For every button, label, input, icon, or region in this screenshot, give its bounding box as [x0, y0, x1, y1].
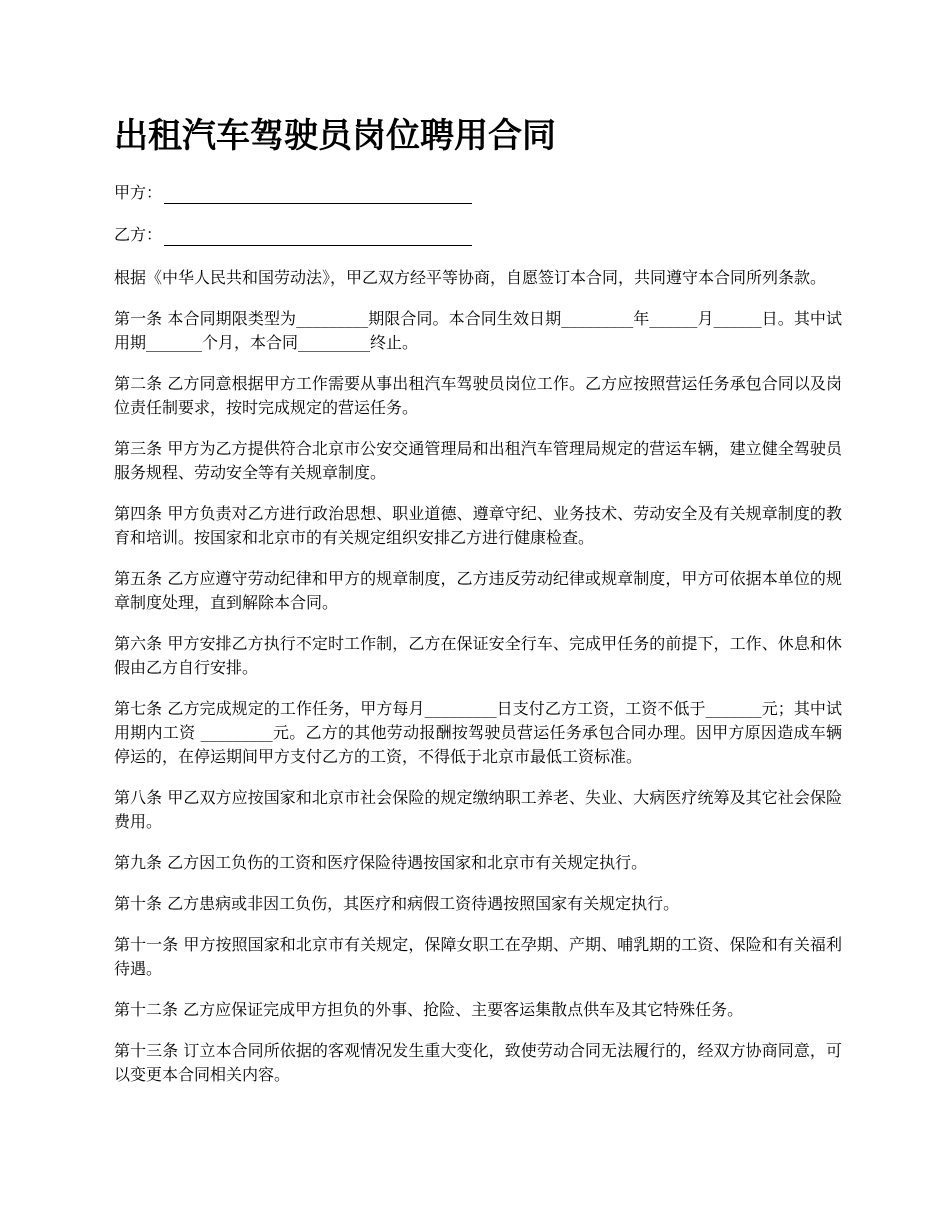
article-8-paragraph: 第八条 甲乙双方应按国家和北京市社会保险的规定缴纳职工养老、失业、大病医疗统筹及其它社会保险费用。 [114, 788, 842, 831]
article-5-paragraph: 第五条 乙方应遵守劳动纪律和甲方的规章制度，乙方违反劳动纪律或规章制度，甲方可依据本单位的规章制度处理，直到解除本合同。 [114, 569, 842, 612]
preamble-paragraph: 根据《中华人民共和国劳动法》，甲乙双方经平等协商，自愿签订本合同，共同遵守本合同所列条款。 [114, 268, 827, 287]
article-1-paragraph: 第一条 本合同期限类型为_________期限合同。本合同生效日期_________年______月______日。其中试用期_______个月，本合同_________终止。 [114, 309, 842, 352]
party-a-line [114, 182, 842, 204]
article-3-paragraph: 第三条 甲方为乙方提供符合北京市公安交通管理局和出租汽车管理局规定的营运车辆，建立健全驾驶员服务规程、劳动安全等有关规章制度。 [114, 439, 842, 482]
party-a-blank [164, 186, 472, 204]
article-13-paragraph: 第十三条 订立本合同所依据的客观情况发生重大变化，致使劳动合同无法履行的，经双方协商同意，可以变更本合同相关内容。 [114, 1041, 842, 1084]
article-4-paragraph: 第四条 甲方负责对乙方进行政治思想、职业道德、遵章守纪、业务技术、劳动安全及有关规章制度的教育和培训。按国家和北京市的有关规定组织安排乙方进行健康检查。 [114, 504, 842, 547]
party-b-blank [164, 228, 472, 246]
article-9-paragraph: 第九条 乙方因工负伤的工资和医疗保险待遇按国家和北京市有关规定执行。 [114, 853, 648, 872]
article-11-paragraph: 第十一条 甲方按照国家和北京市有关规定，保障女职工在孕期、产期、哺乳期的工资、保险和有关福利待遇。 [114, 935, 842, 978]
document-title: 出租汽车驾驶员岗位聘用合同 [114, 116, 556, 156]
article-6-paragraph: 第六条 甲方安排乙方执行不定时工作制，乙方在保证安全行车、完成甲任务的前提下，工作、休息和休假由乙方自行安排。 [114, 634, 842, 677]
party-a-label: 甲方： [114, 183, 163, 202]
contract-document [114, 112, 842, 1104]
article-7-paragraph: 第七条 乙方完成规定的工作任务，甲方每月_________日支付乙方工资，工资不低于_______元；其中试用期内工资 _________元。乙方的其他劳动报酬按驾驶员营运任务承包合同办理。因甲方原因造成车辆停运的，在停运期间甲方支付乙方的工资，不得低于北京市最低工资标准。 [114, 699, 842, 766]
article-12-paragraph: 第十二条 乙方应保证完成甲方担负的外事、抢险、主要客运集散点供车及其它特殊任务。 [114, 1000, 744, 1019]
article-10-paragraph: 第十条 乙方患病或非因工负伤，其医疗和病假工资待遇按照国家有关规定执行。 [114, 894, 680, 913]
party-b-label: 乙方： [114, 225, 163, 244]
party-b-line [114, 224, 842, 246]
article-2-paragraph: 第二条 乙方同意根据甲方工作需要从事出租汽车驾驶员岗位工作。乙方应按照营运任务承包合同以及岗位责任制要求，按时完成规定的营运任务。 [114, 374, 842, 417]
